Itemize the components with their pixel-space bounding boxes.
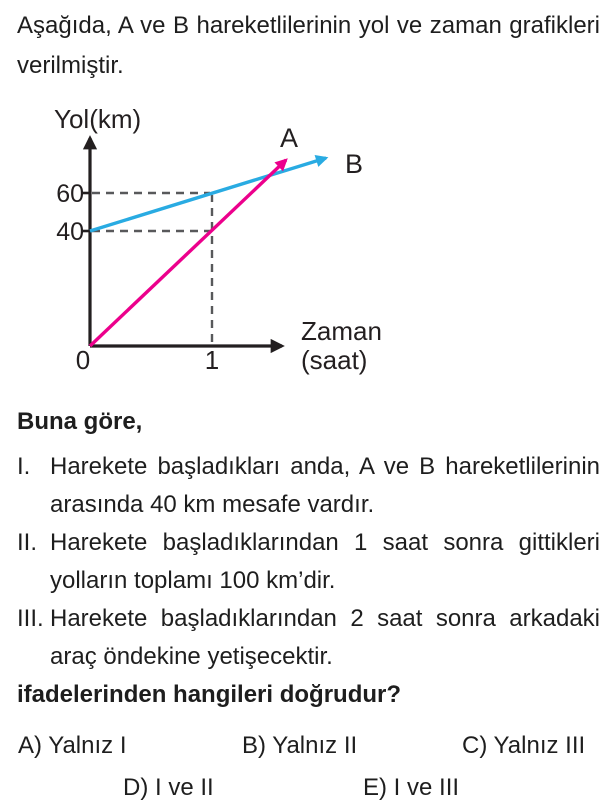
statement-line: Harekete başladıklarından 1 saat sonra gittikleri (50, 529, 600, 556)
statement-line: Harekete başladıklarından 2 saat sonra arkadaki (50, 605, 600, 632)
option-e[interactable]: E) I ve III (363, 774, 460, 801)
statement-2-text (50, 524, 600, 600)
option-b[interactable]: B) Yalnız II (242, 732, 358, 759)
line-b (90, 158, 326, 231)
y-axis-label: Yol(km) (54, 104, 142, 134)
statement-3-numeral: III. (17, 605, 44, 632)
line-b-label: B (345, 149, 364, 179)
lead-in-text: Buna göre, (17, 408, 143, 435)
line-a (90, 160, 286, 346)
option-a[interactable]: A) Yalnız I (18, 732, 127, 759)
statement-3-text (50, 600, 600, 676)
y-tick-label-60: 60 (56, 180, 84, 208)
statement-2-numeral: II. (17, 529, 38, 556)
option-c[interactable]: C) Yalnız III (462, 732, 586, 759)
statement-2 (17, 524, 600, 600)
statement-1-text (50, 448, 600, 524)
question-prompt: ifadelerinden hangileri doğrudur? (17, 681, 402, 708)
y-tick-label-40: 40 (56, 218, 84, 246)
statement-1 (17, 448, 600, 524)
intro-line: verilmiştir. (17, 52, 124, 79)
line-a-label: A (279, 123, 299, 153)
statement-1-numeral: I. (17, 453, 31, 480)
statements-list (17, 448, 600, 714)
question-intro (17, 6, 600, 86)
intro-line: Aşağıda, A ve B hareketlilerinin yol ve zaman grafikleri (17, 12, 600, 39)
statement-3 (17, 600, 600, 676)
graph-figure (40, 96, 410, 388)
statement-line: araç öndekine yetişecektir. (50, 643, 333, 670)
options-row-2 (17, 768, 600, 810)
x-tick-label-1: 1 (204, 345, 220, 375)
x-axis-label-line1: Zaman (301, 316, 382, 346)
statement-line: yolların toplamı 100 km’dir. (50, 567, 336, 594)
statement-line: arasında 40 km mesafe vardır. (50, 491, 375, 518)
distance-time-graph (40, 96, 410, 388)
statement-line: Harekete başladıkları anda, A ve B hareketlilerinin (50, 453, 600, 480)
options-row-1 (17, 726, 600, 768)
x-axis-label-line2: (saat) (301, 345, 368, 375)
option-d[interactable]: D) I ve II (123, 774, 214, 801)
answer-options (17, 726, 600, 810)
x-tick-label-0: 0 (75, 345, 91, 375)
